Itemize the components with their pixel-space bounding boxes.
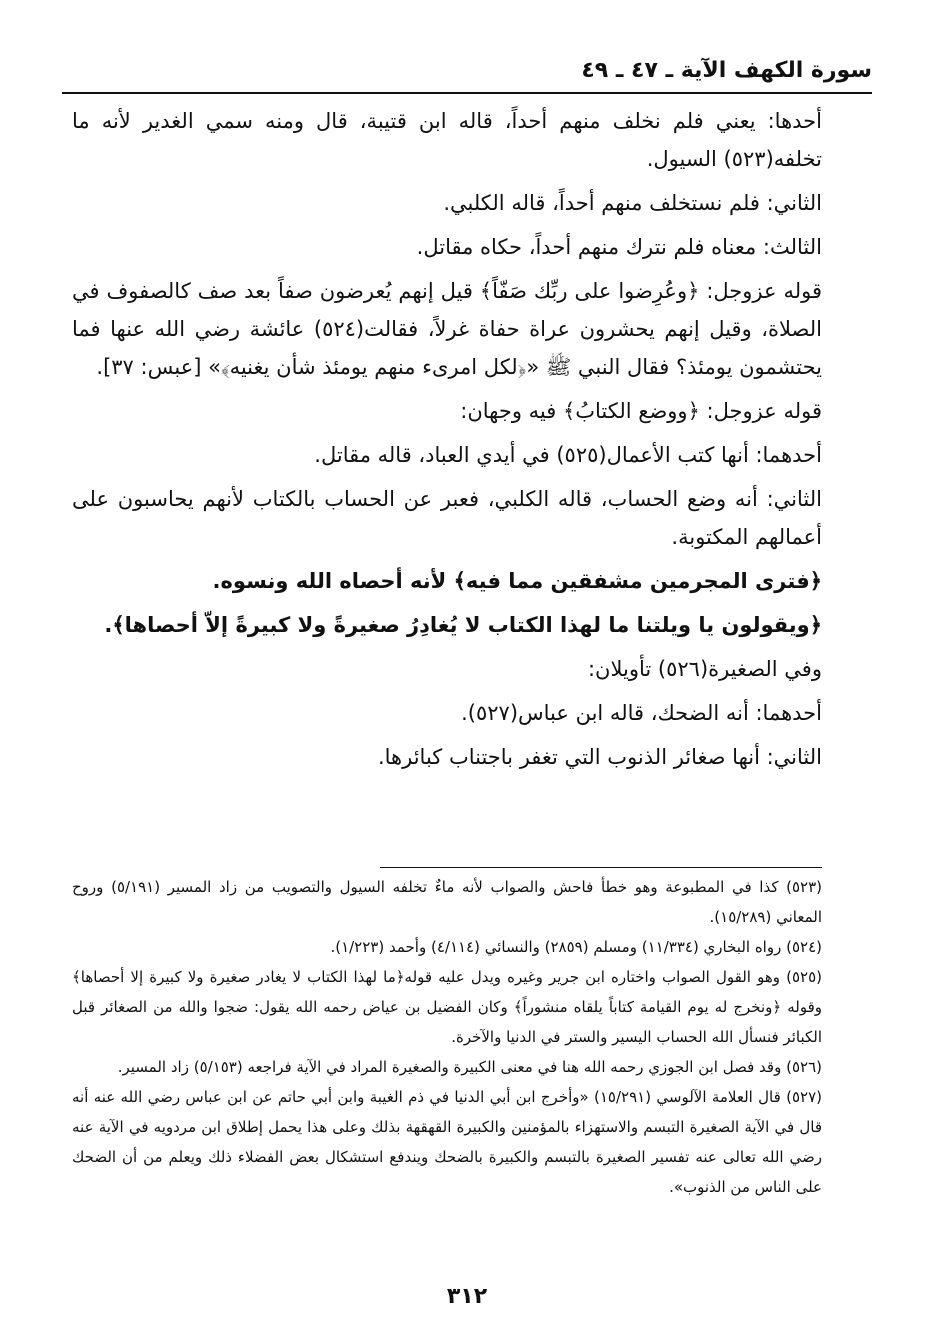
footnotes [72,872,822,1202]
paragraph: الثاني: أنه وضع الحساب، قاله الكلبي، فعبر عن الحساب بالكتاب لأنهم يحاسبون على أعمالهم المكتوبة. [72,487,822,549]
header-divider [62,92,872,94]
footnote: (٥٢٥) وهو القول الصواب واختاره ابن جرير وغيره ويدل عليه قوله﴿ما لهذا الكتاب لا يغادر صغيرة ولا كبيرة إلا أحصاها﴾وقوله ﴿ونخرج له يوم القيامة كتاباً يلقاه منشوراً﴾ وكان الفضيل بن عياض رحمه الله يقول: ضجوا والله من الصغائر قبل الكبائر فنسأل الله الحساب اليسير والستر في الدنيا والآخرة. [72,968,822,1046]
paragraph: الثاني: فلم نستخلف منهم أحداً، قاله الكلبي. [443,191,822,215]
paragraph: أحدها: يعني فلم نخلف منهم أحداً، قاله ابن قتيبة، قال ومنه سمي الغدير لأنه ما تخلفه(٥٢٣) السيول. [72,109,822,171]
paragraph: الثاني: أنها صغائر الذنوب التي تغفر باجتناب كبائرها. [377,745,822,769]
main-text [72,102,822,782]
verse-paragraph: ﴿فترى المجرمين مشفقين مما فيه﴾ لأنه أحصاه الله ونسوه. [212,569,822,593]
paragraph: أحدهما: أنه الضحك، قاله ابن عباس(٥٢٧). [461,701,822,725]
paragraph: أحدهما: أنها كتب الأعمال(٥٢٥) في أيدي العباد، قاله مقاتل. [314,443,822,467]
page-number: ٣١٢ [446,1284,488,1309]
verse-paragraph: ﴿ويقولون يا ويلتنا ما لهذا الكتاب لا يُغادِرُ صغيرةً ولا كبيرةً إلاّ أحصاها﴾. [104,613,822,637]
footnote: (٥٢٣) كذا في المطبوعة وهو خطأ فاحش والصواب لأنه ماءٌ تخلفه السيول والتصويب من زاد المسير (٥/١٩١) وروح المعاني (١٥/٢٨٩). [72,878,822,926]
footnote: (٥٢٧) قال العلامة الآلوسي (١٥/٢٩١) «وأخرج ابن أبي الدنيا في ذم الغيبة وابن أبي حاتم عن ابن عباس رضي الله عنه أنه قال في الآية الصغيرة التبسم والاستهزاء بالمؤمنين والكبيرة القهقهة بذلك وعلى هذا يحمل إطلاق ابن مردويه في الآية عنه رضي الله تعالى عنه تفسير الصغيرة بالتبسم والكبيرة بالضحك ويندفع استشكال بعض الفضلاء ذلك ويعلم من أن الضحك على الناس من الذنوب». [72,1088,822,1196]
paragraph: الثالث: معناه فلم نترك منهم أحداً، حكاه مقاتل. [416,235,822,259]
footnote-divider [380,867,822,868]
footnote: (٥٢٤) رواه البخاري (١١/٣٣٤) ومسلم (٢٨٥٩) والنسائي (٤/١١٤) وأحمد (١/٢٢٣). [330,938,822,956]
running-header: سورة الكهف الآية ـ ٤٧ ـ ٤٩ [581,58,872,83]
paragraph: قوله عزوجل: ﴿ووضع الكتابُ﴾ فيه وجهان: [460,399,822,423]
paragraph: وفي الصغيرة(٥٢٦) تأويلان: [587,657,822,681]
footnote: (٥٢٦) وقد فصل ابن الجوزي رحمه الله هنا في معنى الكبيرة والصغيرة المراد في الآية فراجعه (٥/١٥٣) زاد المسير. [117,1058,822,1076]
paragraph: قوله عزوجل: ﴿وعُرِضوا على ربِّك صَفّاً﴾ قيل إنهم يُعرضون صفاً بعد صف كالصفوف في الصلاة، وقيل إنهم يحشرون عراة حفاة غرلاً، فقالت(٥٢٤) عائشة رضي الله عنها فما يحتشمون يومئذ؟ فقال النبي ﷺ «﴿لكل امرىء منهم يومئذ شأن يغنيه﴾» [عبس: ٣٧]. [72,279,823,379]
